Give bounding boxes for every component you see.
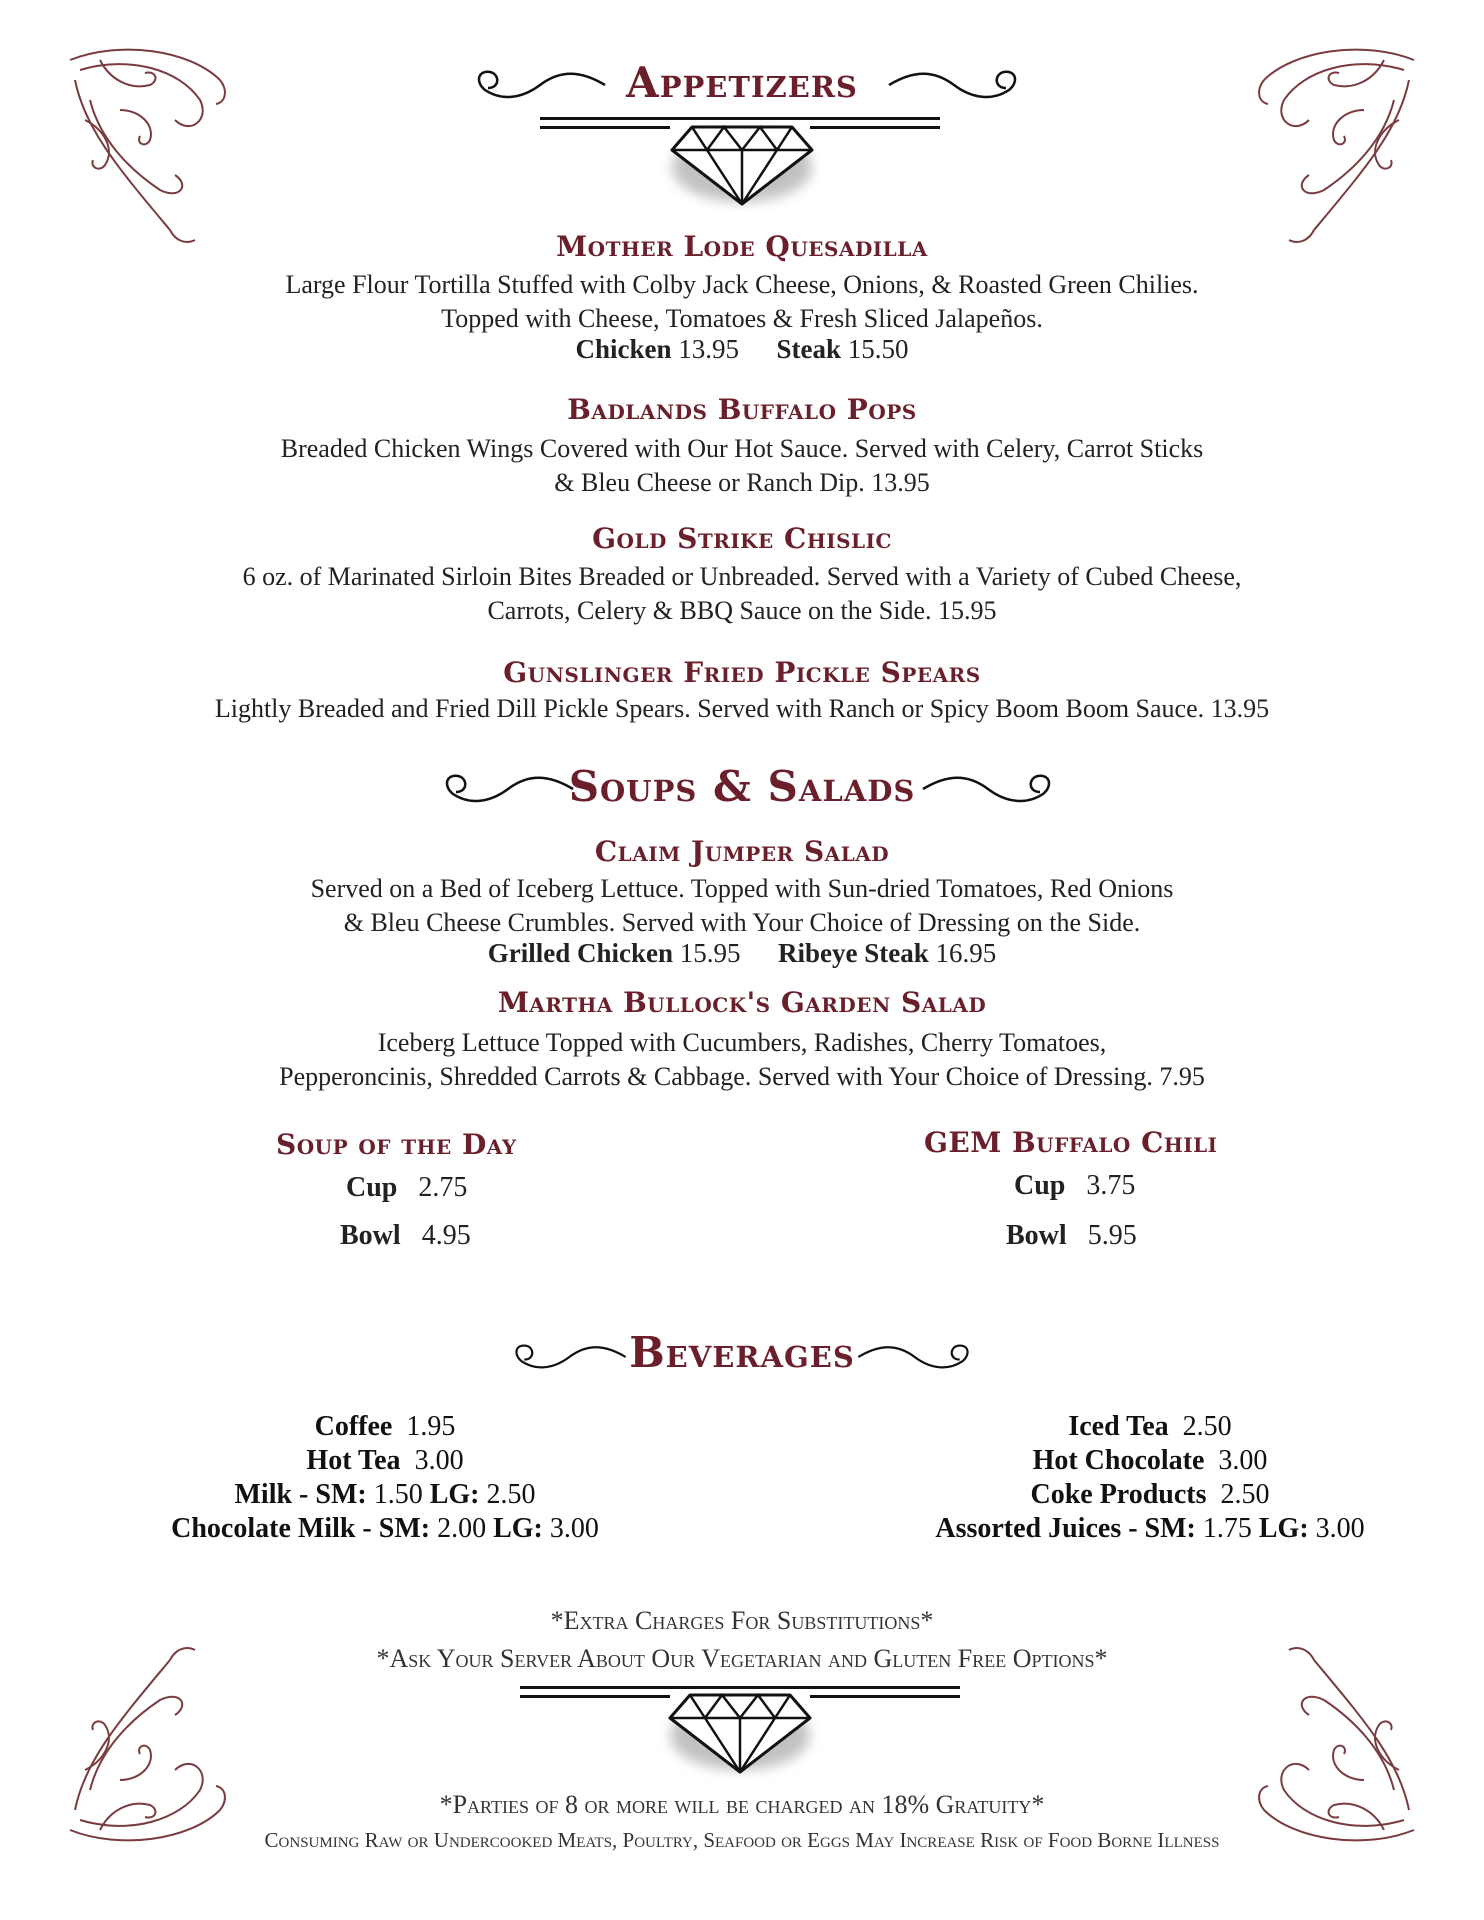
price-label: Chicken [575,334,672,364]
diamond-icon [652,112,832,212]
price-line [1006,1220,1137,1252]
item-title: Martha Bullock's Garden Salad [497,986,987,1019]
price-label: Cup [1014,1170,1066,1201]
list-item: Assorted Juices - SM: 1.75 LG: 3.00 [935,1513,1365,1544]
scroll-flourish-icon [884,60,1034,110]
divider [520,1695,670,1698]
divider [810,1695,960,1698]
footer-note: *Parties of 8 or more will be charged an 18% Gratuity* [439,1790,1045,1819]
price-label: Bowl [1006,1220,1067,1251]
price-label: Grilled Chicken [487,938,673,968]
item-description: Iceberg Lettuce Topped with Cucumbers, Radishes, Cherry Tomatoes, [377,1028,1107,1057]
price-label: Bowl [340,1220,401,1251]
item-description: & Bleu Cheese or Ranch Dip. 13.95 [554,468,930,497]
price-value: 3.75 [1086,1170,1136,1201]
item-description: Breaded Chicken Wings Covered with Our Hot Sauce. Served with Celery, Carrot Sticks [280,434,1204,463]
item-description: 6 oz. of Marinated Sirloin Bites Breaded or Unbreaded. Served with a Variety of Cubed Cheese, [242,562,1242,591]
price-value: 4.95 [421,1220,471,1251]
section-title-appetizers: Appetizers [626,58,858,107]
item-description: Pepperoncinis, Shredded Carrots & Cabbage. Served with Your Choice of Dressing. 7.95 [279,1062,1205,1091]
price-value: 16.95 [935,938,997,968]
beverage-list-right [900,1410,1400,1546]
price-value: 2.75 [418,1172,468,1203]
price-label: Steak [776,334,842,364]
item-description: Served on a Bed of Iceberg Lettuce. Topped with Sun-dried Tomatoes, Red Onions [310,874,1174,903]
item-title: Gold Strike Chislic [592,522,892,555]
item-description: & Bleu Cheese Crumbles. Served with Your Choice of Dressing on the Side. [343,908,1141,937]
diamond-icon [650,1680,830,1780]
divider [540,126,670,129]
item-title: Mother Lode Quesadilla [556,230,928,263]
price-value: 15.95 [679,938,741,968]
item-description: Topped with Cheese, Tomatoes & Fresh Sliced Jalapeños. [441,304,1043,333]
item-title: Badlands Buffalo Pops [567,393,917,426]
list-item: Hot Chocolate 3.00 [1032,1445,1268,1476]
list-item: Chocolate Milk - SM: 2.00 LG: 3.00 [171,1513,599,1544]
price-line [340,1220,471,1252]
price-label: Cup [346,1172,398,1203]
list-item: Coke Products 2.50 [1030,1479,1270,1510]
item-description: Lightly Breaded and Fried Dill Pickle Spears. Served with Ranch or Spicy Boom Boom Sauce. 13.95 [214,694,1270,723]
item-title: Soup of the Day [276,1128,517,1161]
item-title: Gunslinger Fried Pickle Spears [503,656,981,689]
footer-note: *Ask Your Server About Our Vegetarian and Gluten Free Options* [376,1644,1108,1673]
footer-note: *Extra Charges For Substitutions* [550,1606,934,1635]
list-item: Iced Tea 2.50 [1068,1411,1232,1442]
price-label: Ribeye Steak [778,938,929,968]
item-description: Carrots, Celery & BBQ Sauce on the Side. 15.95 [487,596,997,625]
price-line [346,1172,467,1204]
price-value: 13.95 [678,334,739,364]
item-title: Claim Jumper Salad [594,835,890,868]
price-line [0,334,1484,365]
item-title: GEM Buffalo Chili [924,1126,1218,1159]
list-item: Coffee 1.95 [314,1411,456,1442]
scroll-flourish-icon [918,764,1068,814]
list-item: Hot Tea 3.00 [306,1445,464,1476]
beverage-list-left [140,1410,630,1546]
footer-disclaimer: Consuming Raw or Undercooked Meats, Poultry, Seafood or Eggs May Increase Risk of Food Borne Illness [264,1828,1220,1852]
section-title-soups-salads: Soups & Salads [568,762,916,811]
section-title-beverages: Beverages [629,1328,855,1377]
price-value: 15.50 [847,334,909,364]
list-item: Milk - SM: 1.50 LG: 2.50 [234,1479,536,1510]
price-line [0,938,1484,969]
scroll-flourish-icon [854,1332,984,1382]
price-value: 5.95 [1087,1220,1137,1251]
price-line [1014,1170,1135,1202]
item-description: Large Flour Tortilla Stuffed with Colby Jack Cheese, Onions, & Roasted Green Chilies. [285,270,1199,299]
